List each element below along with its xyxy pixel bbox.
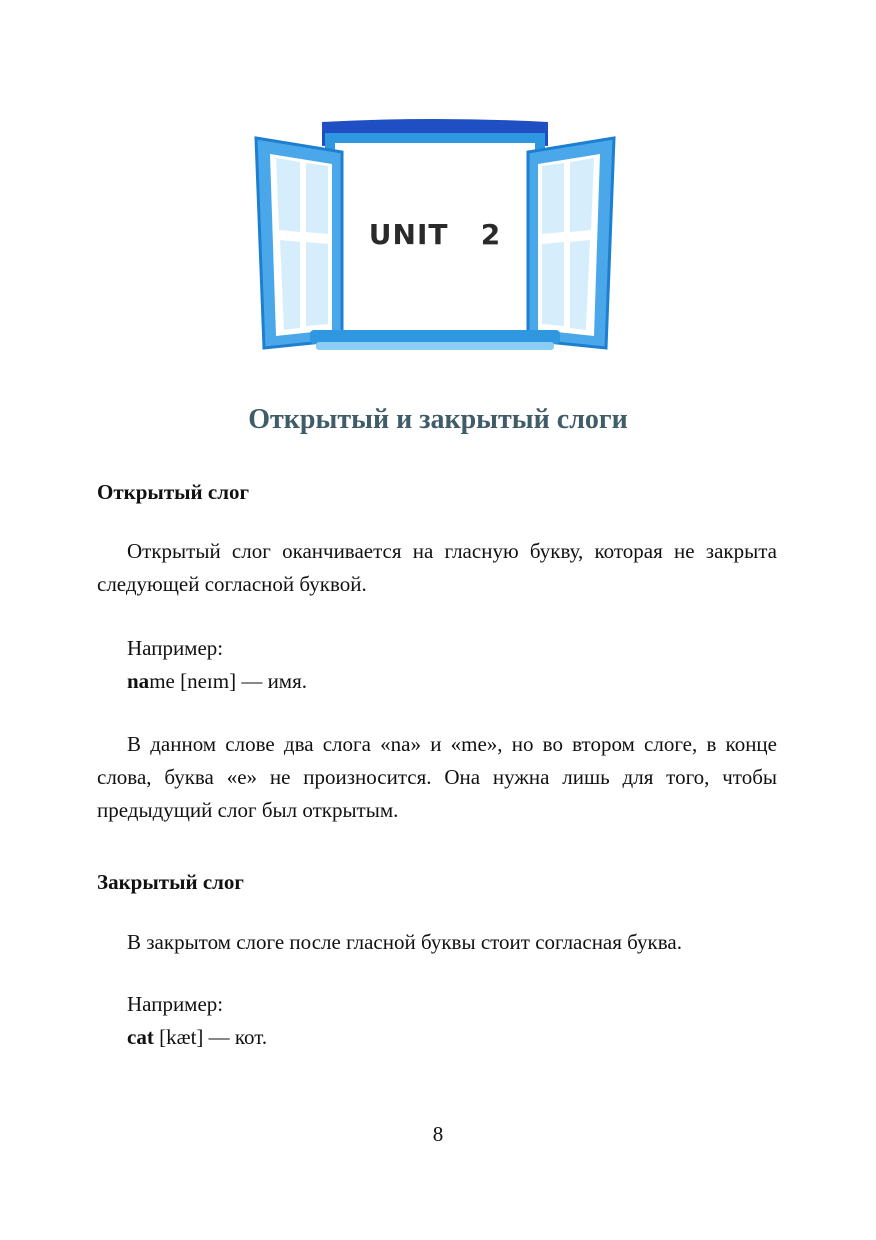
closed-example-bold: cat	[127, 1025, 154, 1049]
closed-example-rest: [kæt] — кот.	[153, 1025, 268, 1049]
page-number: 8	[432, 1122, 444, 1146]
closed-example	[127, 1021, 267, 1054]
open-example-label: Например:	[127, 636, 224, 660]
unit-label: UNIT 2	[368, 218, 502, 251]
open-example-rest: me [neɪm] — имя.	[149, 669, 308, 693]
open-example-bold: na	[127, 669, 150, 693]
closed-example-label: Например:	[127, 992, 224, 1016]
page-title: Открытый и закрытый слоги	[248, 404, 628, 435]
closed-syllable-definition: В закрытом слоге после гласной буквы стоит согласная буква.	[127, 930, 682, 954]
open-example	[127, 665, 307, 698]
open-syllable-heading: Открытый слог	[97, 480, 250, 504]
open-syllable-explanation: В данном слове два слога «na» и «me», но во втором слоге, в конце слова, буква «e» не произносится. Она нужна лишь для того, чтобы предыдущий слог был открытым.	[97, 732, 777, 822]
open-syllable-definition: Открытый слог оканчивается на гласную букву, которая не закрыта следующей согласной буквой.	[97, 539, 777, 596]
closed-syllable-heading: Закрытый слог	[97, 870, 244, 894]
